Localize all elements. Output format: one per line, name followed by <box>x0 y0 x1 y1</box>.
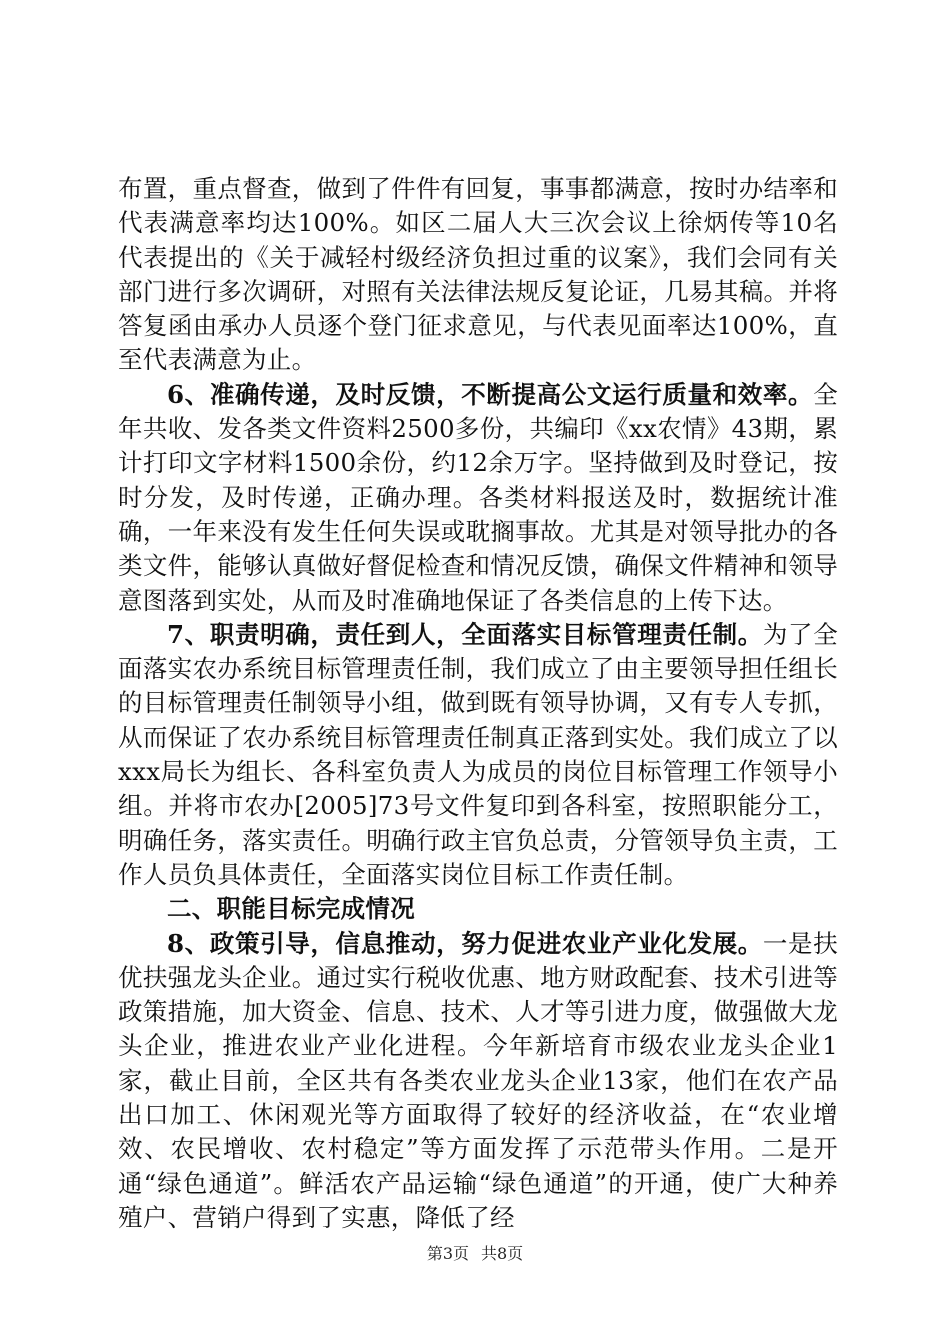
paragraph-lead: 7、职责明确，责任到人，全面落实目标管理责任制。 <box>167 619 763 649</box>
paragraph-text: 全年共收、发各类文件资料2500多份，共编印《xx农情》43期，累计打印文字材料1500余份，约12余万字。坚持做到及时登记，按时分发，及时传递，正确办理。各类材料报送及时，数据统计准确，一年来没有发生任何失误或耽搁事故。尤其是对领导批办的各类文件，能够认真做好督促检查和情况反馈，确保文件精神和领导意图落到实处，从而及时准确地保证了各类信息的上传下达。 <box>118 379 838 615</box>
document-body <box>118 172 838 1235</box>
page-total: 共8页 <box>481 1244 524 1263</box>
page-number: 第3页 <box>426 1244 469 1263</box>
page-footer <box>0 1244 950 1264</box>
section-heading <box>118 892 838 926</box>
paragraph-text: 为了全面落实农办系统目标管理责任制，我们成立了由主要领导担任组长的目标管理责任制领导小组，做到既有领导协调，又有专人专抓，从而保证了农办系统目标管理责任制真正落到实处。我们成立了以xxx局长为组长、各科室负责人为成员的岗位目标管理工作领导小组。并将市农办[2005]73号文件复印到各科室，按照职能分工，明确任务，落实责任。明确行政主官负总责，分管领导负主责，工作人员负具体责任，全面落实岗位目标工作责任制。 <box>118 619 839 889</box>
paragraph-item-8 <box>118 927 838 1236</box>
section-heading-text: 二、职能目标完成情况 <box>167 894 415 924</box>
paragraph-lead: 6、准确传递，及时反馈，不断提高公文运行质量和效率。 <box>167 379 814 409</box>
paragraph-item-6 <box>118 378 838 618</box>
paragraph-continuation <box>118 172 838 378</box>
paragraph-lead: 8、政策引导，信息推动，努力促进农业产业化发展。 <box>167 928 763 958</box>
paragraph-item-7 <box>118 618 838 892</box>
paragraph-text: 布置，重点督查，做到了件件有回复，事事都满意，按时办结率和代表满意率均达100%。如区二届人大三次会议上徐炳传等10名代表提出的《关于减轻村级经济负担过重的议案》，我们会同有关部门进行多次调研，对照有关法律法规反复论证，几易其稿。并将答复函由承办人员逐个登门征求意见，与代表见面率达100%，直至代表满意为止。 <box>118 174 838 375</box>
paragraph-text: 一是扶优扶强龙头企业。通过实行税收优惠、地方财政配套、技术引进等政策措施，加大资金、信息、技术、人才等引进力度，做强做大龙头企业，推进农业产业化进程。今年新培育市级农业龙头企业1家，截止目前，全区共有各类农业龙头企业13家，他们在农产品出口加工、休闲观光等方面取得了较好的经济收益，在“农业增效、农民增收、农村稳定”等方面发挥了示范带头作用。二是开通“绿色通道”。鲜活农产品运输“绿色通道”的开通，使广大种养殖户、营销户得到了实惠，降低了经 <box>118 928 839 1232</box>
